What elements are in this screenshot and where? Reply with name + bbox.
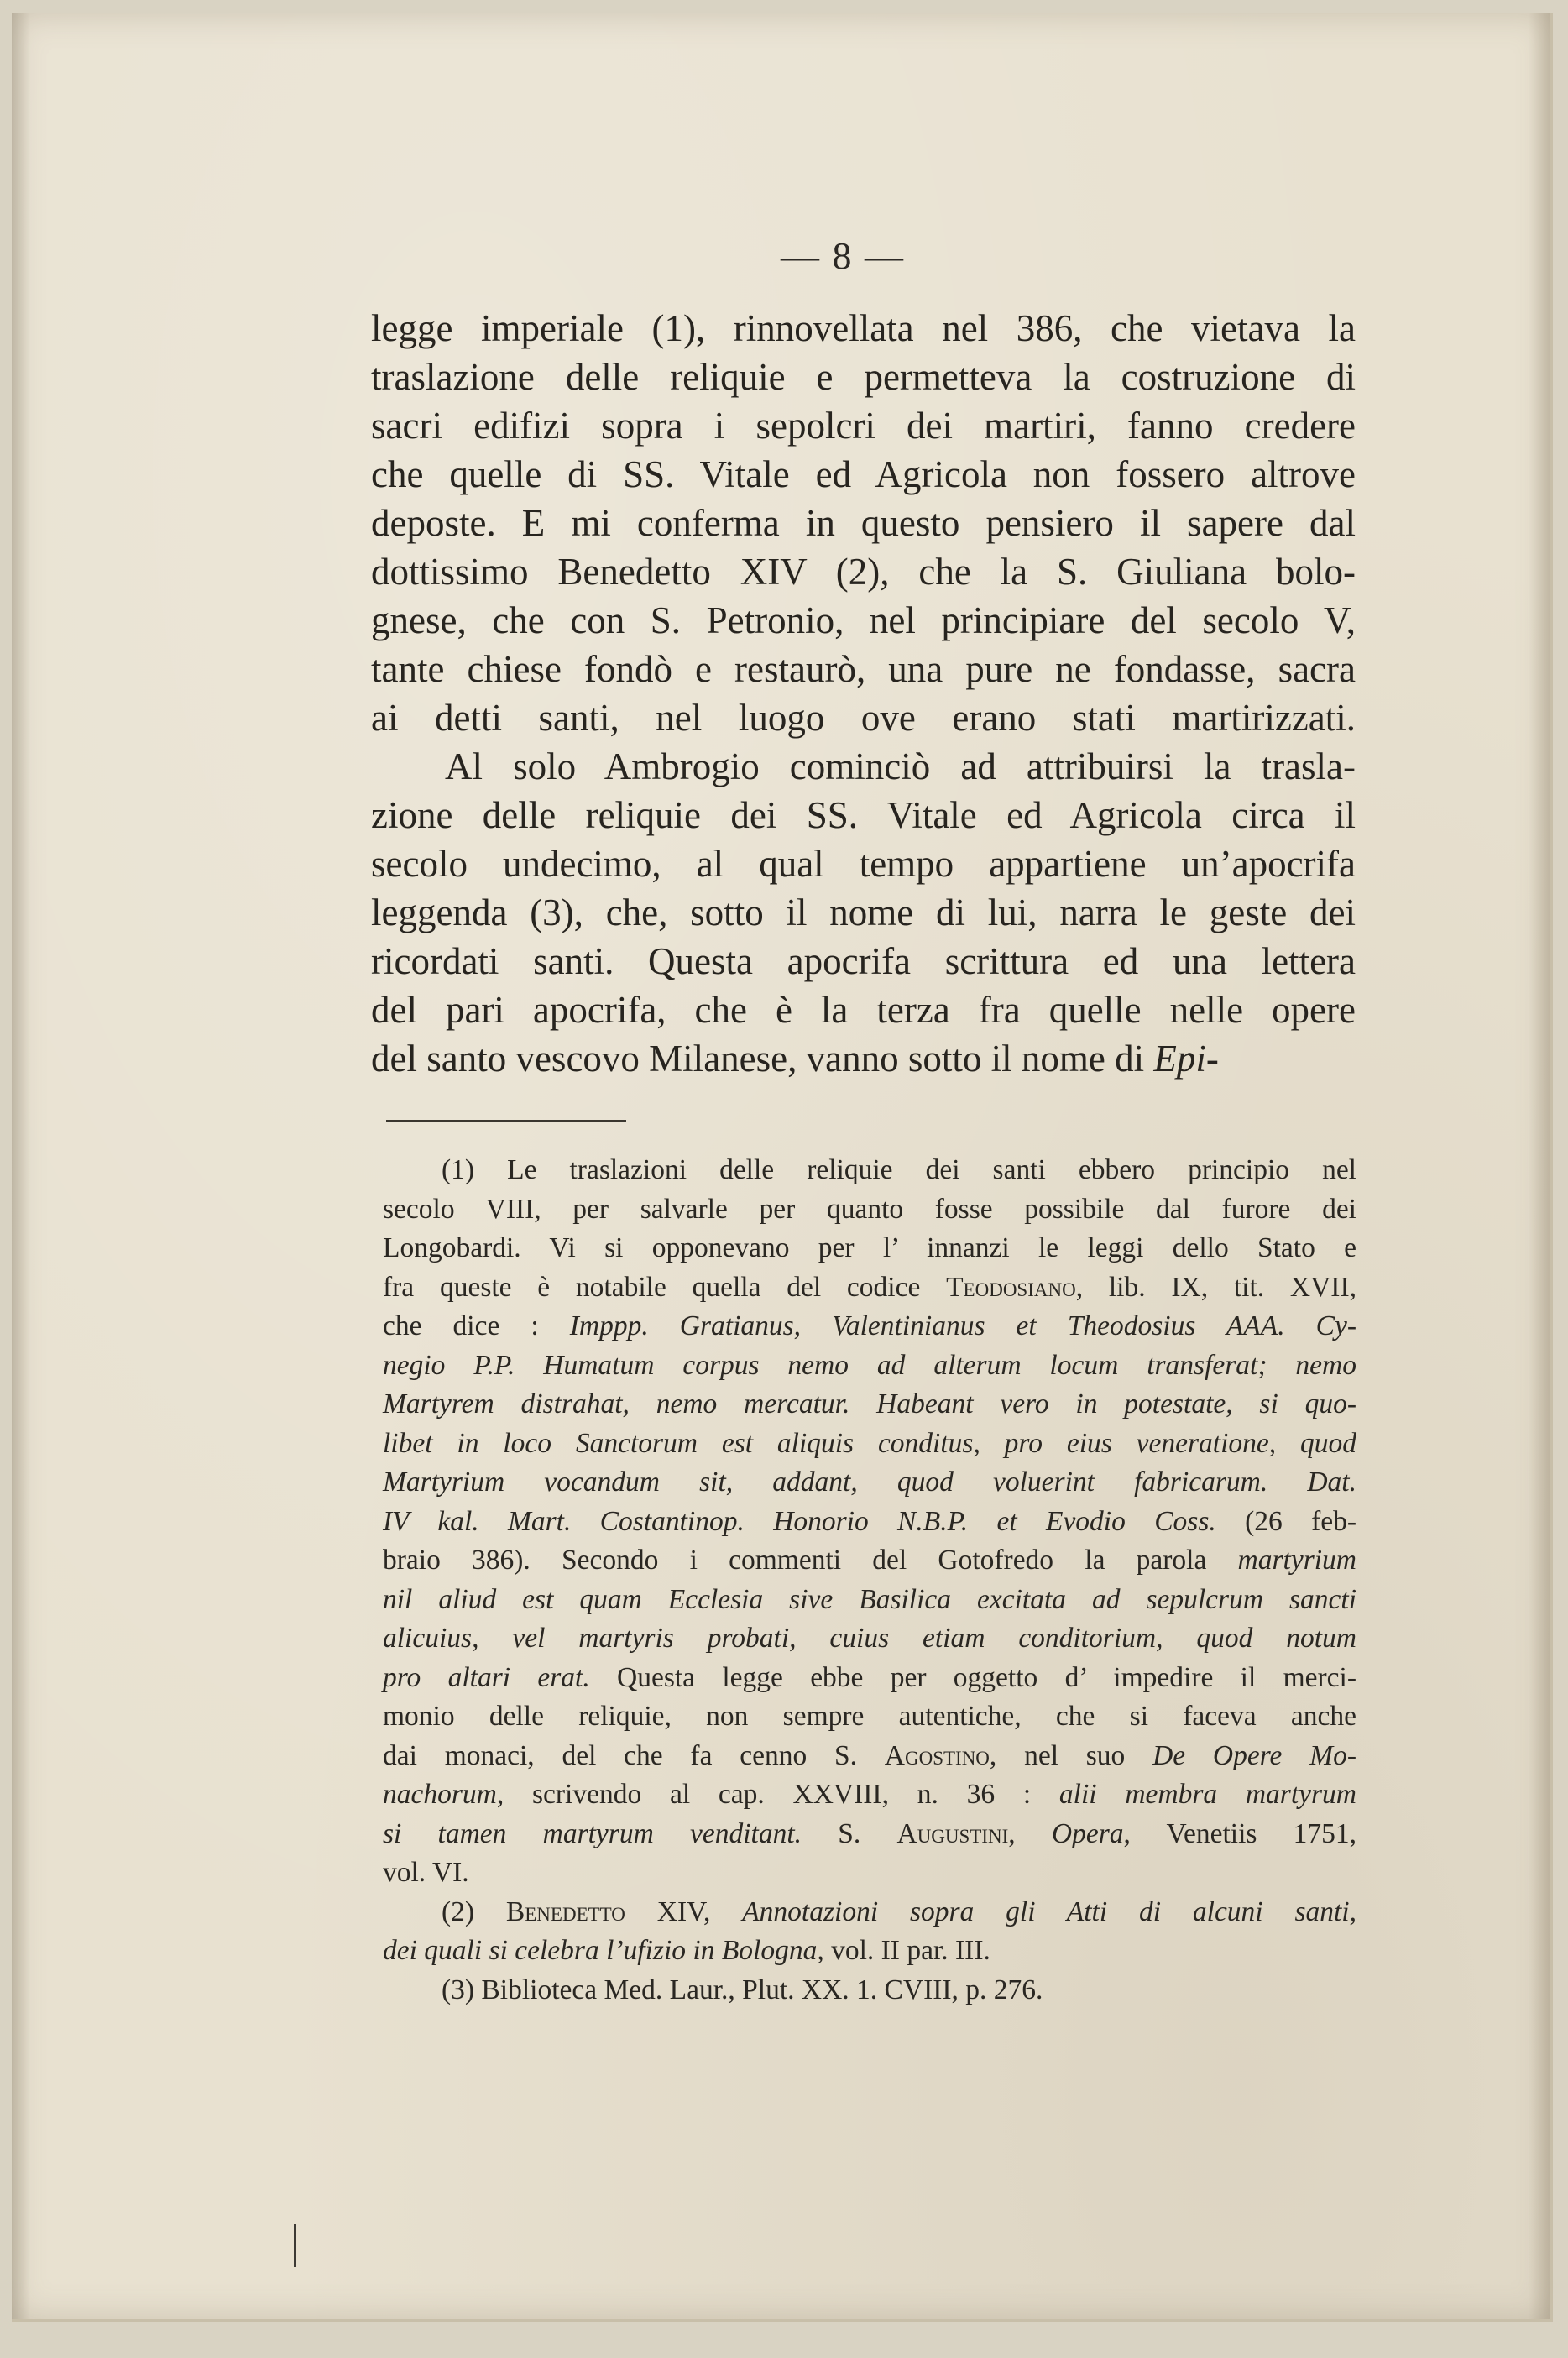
footnote-1-line: secolo VIII, per salvarle per quanto fosse possibile dal furore dei bbox=[383, 1193, 1356, 1225]
body-line: sacri edifizi sopra i sepolcri dei martiri, fanno credere bbox=[371, 405, 1356, 447]
body-line: traslazione delle reliquie e permetteva la costruzione di bbox=[371, 356, 1356, 398]
footnote-1-line: fra queste è notabile quella del codice Teodosiano, lib. IX, tit. XVII, bbox=[383, 1271, 1356, 1303]
author-name: Benedetto bbox=[505, 1895, 625, 1927]
body-line: secolo undecimo, al qual tempo appartiene un’apocrifa bbox=[371, 843, 1356, 885]
footnote-3-line: (3) Biblioteca Med. Laur., Plut. XX. 1. CVIII, p. 276. bbox=[442, 1974, 1043, 2005]
footnote-1-line: vol. VI. bbox=[383, 1857, 469, 1888]
footnote-1-line: si tamen martyrum venditant. S. Augustini, Opera, Venetiis 1751, bbox=[383, 1817, 1357, 1849]
footnote-1-line: nil aliud est quam Ecclesia sive Basilica excitata ad sepulcrum sancti bbox=[383, 1583, 1356, 1615]
body-line: legge imperiale (1), rinnovellata nel 386, che vietava la bbox=[371, 307, 1356, 349]
footnote-1-line: libet in loco Sanctorum est aliquis conditus, pro eius veneratione, quod bbox=[383, 1427, 1356, 1459]
footnote-1-line: alicuius, vel martyris probati, cuius etiam conditorium, quod notum bbox=[383, 1623, 1356, 1654]
footnote-1-line: Martyrium vocandum sit, addant, quod voluerint fabricarum. Dat. bbox=[383, 1467, 1356, 1498]
body-line-last: del santo vescovo Milanese, vanno sotto il nome di Epi- bbox=[371, 1038, 1219, 1080]
body-line: ai detti santi, nel luogo ove erano stati martirizzati. bbox=[371, 697, 1356, 739]
body-line: che quelle di SS. Vitale ed Agricola non fossero altrove bbox=[371, 453, 1356, 495]
author-name: Agostino bbox=[884, 1739, 990, 1771]
body-line: ricordati santi. Questa apocrifa scrittura ed una lettera bbox=[371, 940, 1356, 982]
body-line: zione delle reliquie dei SS. Vitale ed Agricola circa il bbox=[371, 794, 1356, 836]
footnote-1-line: negio P.P. Humatum corpus nemo ad alterum locum transferat; nemo bbox=[383, 1349, 1356, 1381]
footnote-1-line: che dice : Imppp. Gratianus, Valentinianus et Theodosius AAA. Cy- bbox=[383, 1310, 1357, 1341]
body-line: del pari apocrifa, che è la terza fra quelle nelle opere bbox=[371, 989, 1356, 1031]
footnote-1-line: braio 386). Secondo i commenti del Gotofredo la parola martyrium bbox=[383, 1545, 1356, 1576]
footnote-2-line: (2) Benedetto XIV, Annotazioni sopra gli Atti di alcuni santi, bbox=[442, 1895, 1356, 1927]
body-text bbox=[371, 304, 1356, 1083]
margin-mark bbox=[294, 2224, 296, 2267]
footnote-1-line: IV kal. Mart. Costantinop. Honorio N.B.P. et Evodio Coss. (26 feb- bbox=[383, 1505, 1357, 1537]
body-line: gnese, che con S. Petronio, nel principiare del secolo V, bbox=[371, 599, 1356, 641]
footnotes bbox=[383, 1151, 1356, 2010]
page-left-edge-shadow bbox=[12, 13, 30, 2319]
footnote-2-line: dei quali si celebra l’ufizio in Bologna, vol. II par. III. bbox=[383, 1935, 990, 1966]
footnote-1-line: pro altari erat. Questa legge ebbe per oggetto d’ impedire il merci- bbox=[383, 1661, 1357, 1693]
page-binding-edge bbox=[1529, 13, 1550, 2319]
footnote-separator-rule bbox=[386, 1120, 626, 1122]
footnote-1-line: dai monaci, del che fa cenno S. Agostino, nel suo De Opere Mo- bbox=[383, 1739, 1356, 1771]
body-line-paragraph-start: Al solo Ambrogio cominciò ad attribuirsi la trasla- bbox=[445, 745, 1356, 787]
footnote-1-line: monio delle reliquie, non sempre autentiche, che si faceva anche bbox=[383, 1701, 1356, 1732]
footnote-1-line: Martyrem distrahat, nemo mercatur. Habeant vero in potestate, si quo- bbox=[383, 1388, 1356, 1420]
page-number: — 8 — bbox=[781, 234, 905, 277]
body-line: tante chiese fondò e restaurò, una pure ne fondasse, sacra bbox=[371, 648, 1356, 690]
body-italic-word: Epi- bbox=[1153, 1038, 1219, 1080]
footnote-1-line: Longobardi. Vi si opponevano per l’ innanzi le leggi dello Stato e bbox=[383, 1232, 1356, 1263]
body-line: deposte. E mi conferma in questo pensiero il sapere dal bbox=[371, 502, 1356, 544]
body-line: leggenda (3), che, sotto il nome di lui, narra le geste dei bbox=[371, 891, 1356, 933]
body-line: dottissimo Benedetto XIV (2), che la S. Giuliana bolo- bbox=[371, 551, 1356, 593]
document-page bbox=[12, 13, 1553, 2322]
footnote-1-line: (1) Le traslazioni delle reliquie dei santi ebbero principio nel bbox=[442, 1154, 1356, 1185]
author-name: Augustini bbox=[896, 1817, 1009, 1849]
author-name: Teodosiano bbox=[946, 1271, 1076, 1303]
footnote-1-line: nachorum, scrivendo al cap. XXVIII, n. 36 : alii membra martyrum bbox=[383, 1779, 1356, 1810]
